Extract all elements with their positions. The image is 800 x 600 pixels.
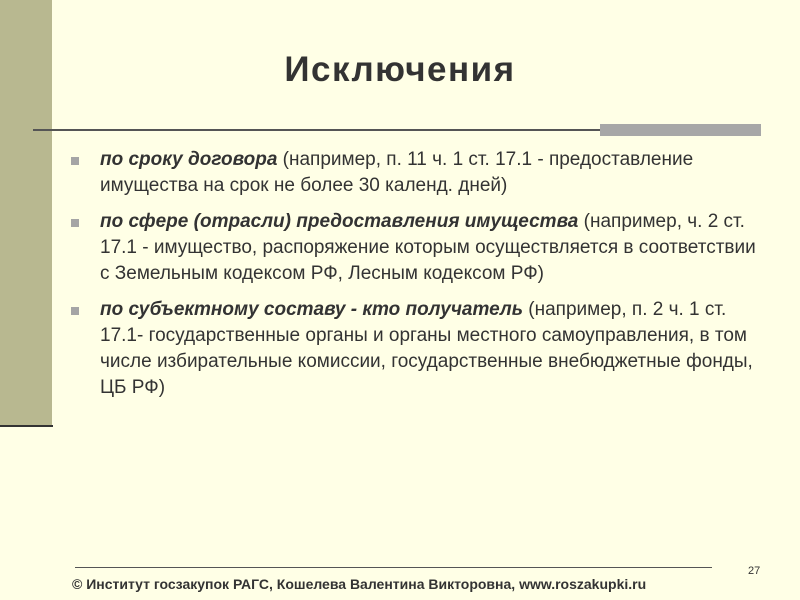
- bullet-text: (например, п. 2 ч. 1 ст. 17.1- государственные органы и органы местного самоуправления, в том числе избирательные комиссии, государственные внебюджетные фонды, ЦБ РФ): [100, 299, 753, 398]
- bullet-item-subject: [70, 297, 770, 401]
- left-band-underline: [0, 425, 53, 427]
- bullet-emphasis: по сфере (отрасли) предоставления имущества: [100, 211, 579, 232]
- bullet-emphasis: по сроку договора: [100, 149, 278, 170]
- square-bullet-icon: [71, 307, 79, 315]
- page-number: 27: [748, 565, 761, 577]
- bullet-list: [70, 147, 770, 411]
- bullet-text: (например, п. 11 ч. 1 ст. 17.1 - предоставление имущества на срок не более 30 календ. дней): [100, 149, 694, 196]
- footer-divider: [75, 567, 712, 568]
- bullet-item-term: [70, 147, 770, 199]
- square-bullet-icon: [71, 219, 79, 227]
- square-bullet-icon: [71, 157, 79, 165]
- bullet-text: (например, ч. 2 ст. 17.1 - имущество, распоряжение которым осуществляется в соответствии с Земельным кодексом РФ, Лесным кодексом РФ): [100, 211, 756, 284]
- slide-title: Исключения: [284, 50, 516, 89]
- footer-copyright: © Институт госзакупок РАГС, Кошелева Валентина Викторовна, www.roszakupki.ru: [72, 576, 647, 592]
- title-accent-bar: [600, 124, 761, 136]
- bullet-emphasis: по субъектному составу - кто получатель: [100, 299, 524, 320]
- bullet-item-sphere: [70, 209, 770, 287]
